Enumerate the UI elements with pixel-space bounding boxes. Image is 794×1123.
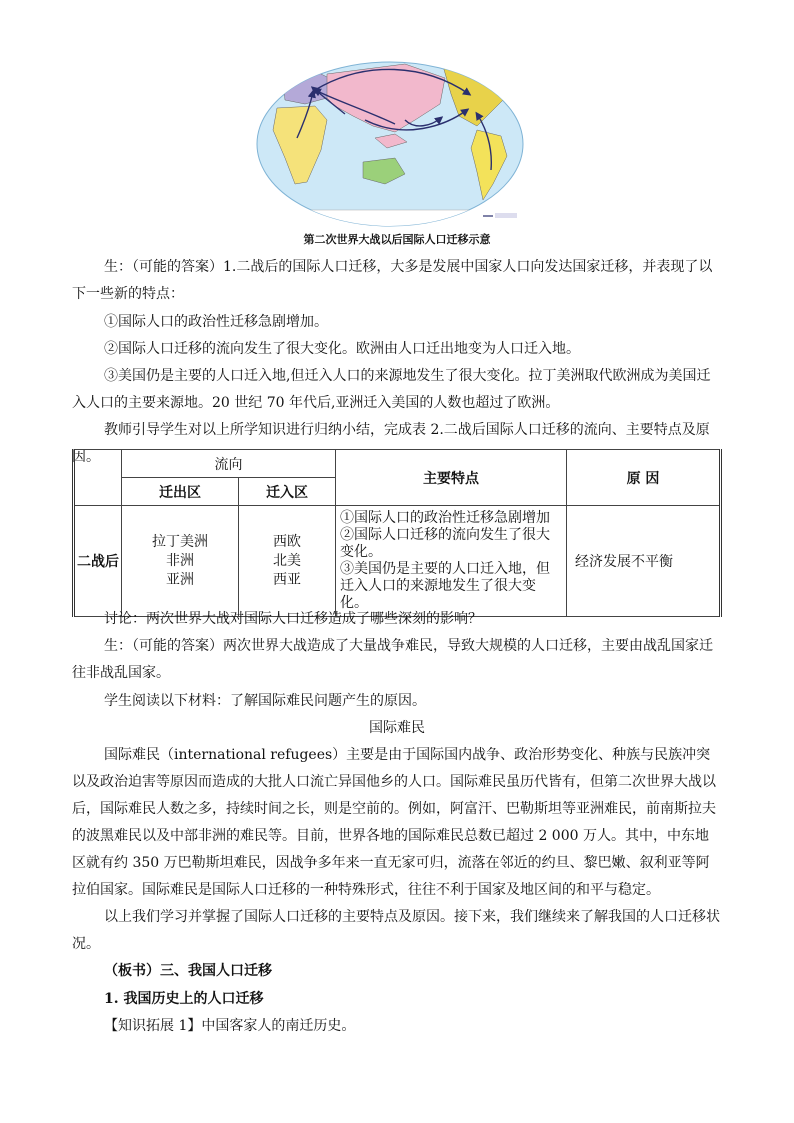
out-region: 非洲 [166,552,194,569]
migration-table [72,449,722,617]
answer-paragraph-1: 生：（可能的答案）1.二战后的国际人口迁移，大多是发展中国家人口向发达国家迁移，并表现了以下一些新的特点： [72,259,713,302]
row-label: 二战后 [74,506,122,617]
feature-item: ②国际人口迁移的流向发生了很大变化。 [340,527,550,560]
board-heading: （板书）三、我国人口迁移 [104,963,272,979]
header-features: 主要特点 [336,450,567,506]
features-cell [336,506,567,617]
feature-1: ①国际人口的政治性迁移急剧增加。 [104,314,328,330]
header-out-region: 迁出区 [122,478,239,506]
feature-3: ③美国仍是主要的人口迁入地,但迁入人口的来源地发生了很大变化。拉丁美洲取代欧洲成为美国迁入人口的主要来源地。20 世纪 70 年代后,亚洲迁入美国的人数也超过了欧洲。 [72,368,711,411]
in-region: 西亚 [273,571,301,588]
discussion-question: 讨论：两次世界大战对国际人口迁移造成了哪些深刻的影响？ [104,611,482,627]
section-heading: 1. 我国历史上的人口迁移 [104,991,264,1007]
antarctica-shape [255,210,525,228]
discussion-answer: 生：（可能的答案）两次世界大战造成了大量战争难民，导致大规模的人口迁移，主要由战乱国家迁往非战乱国家。 [72,638,713,681]
world-map-svg [255,60,525,228]
in-region: 西欧 [273,533,301,550]
teacher-instruction: 教师引导学生对以上所学知识进行归纳小结，完成表 2.二战后国际人口迁移的流向、主要特点及原因。 [72,422,710,465]
feature-2: ②国际人口迁移的流向发生了很大变化。欧洲由人口迁出地变为人口迁入地。 [104,341,580,357]
reason-cell: 经济发展不平衡 [567,506,721,617]
summary-paragraph: 以上我们学习并掌握了国际人口迁移的主要特点及原因。接下来，我们继续来了解我国的人口迁移状况。 [72,909,720,952]
out-region: 亚洲 [166,571,194,588]
in-region: 北美 [273,552,301,569]
out-regions-cell [122,506,239,617]
table-corner-cell [74,450,122,506]
reading-instruction: 学生阅读以下材料：了解国际难民问题产生的原因。 [104,693,426,709]
figure-caption: 第二次世界大战以后国际人口迁移示意 [303,233,491,246]
header-flow: 流向 [122,450,336,478]
feature-item: ③美国仍是主要的人口迁入地，但迁入人口的来源地发生了很大变化。 [340,561,550,611]
out-region: 拉丁美洲 [152,533,208,550]
header-in-region: 迁入区 [239,478,336,506]
reading-material: 国际难民（international refugees）主要是由于国际国内战争、政治形势变化、种族与民族冲突以及政治迫害等原因而造成的大批人口流亡异国他乡的人口。国际难民虽历代皆有，但第二次世界大战以后，国际难民人数之多，持续时间之长，则是空前的。例如，阿富汗、巴勒斯坦等亚洲难民，前南斯拉夫的波黑难民以及中部非洲的难民等。目前，世界各地的国际难民总数已超过 2 000 万人。其中，中东地区就有约 350 万巴勒斯坦难民，因战争多年来一直无家可归，流落在邻近的约旦、黎巴嫩、叙利亚等阿拉伯国家。国际难民是国际人口迁移的一种特殊形式，往往不利于国家及地区间的和平与稳定。 [72,747,716,898]
header-reason: 原 因 [567,450,721,506]
map-legend [483,213,517,218]
migration-world-map [255,60,525,228]
knowledge-extension: 【知识拓展 1】中国客家人的南迁历史。 [104,1018,356,1034]
reading-title: 国际难民 [369,720,425,736]
in-regions-cell [239,506,336,617]
feature-item: ①国际人口的政治性迁移急剧增加 [340,510,550,526]
